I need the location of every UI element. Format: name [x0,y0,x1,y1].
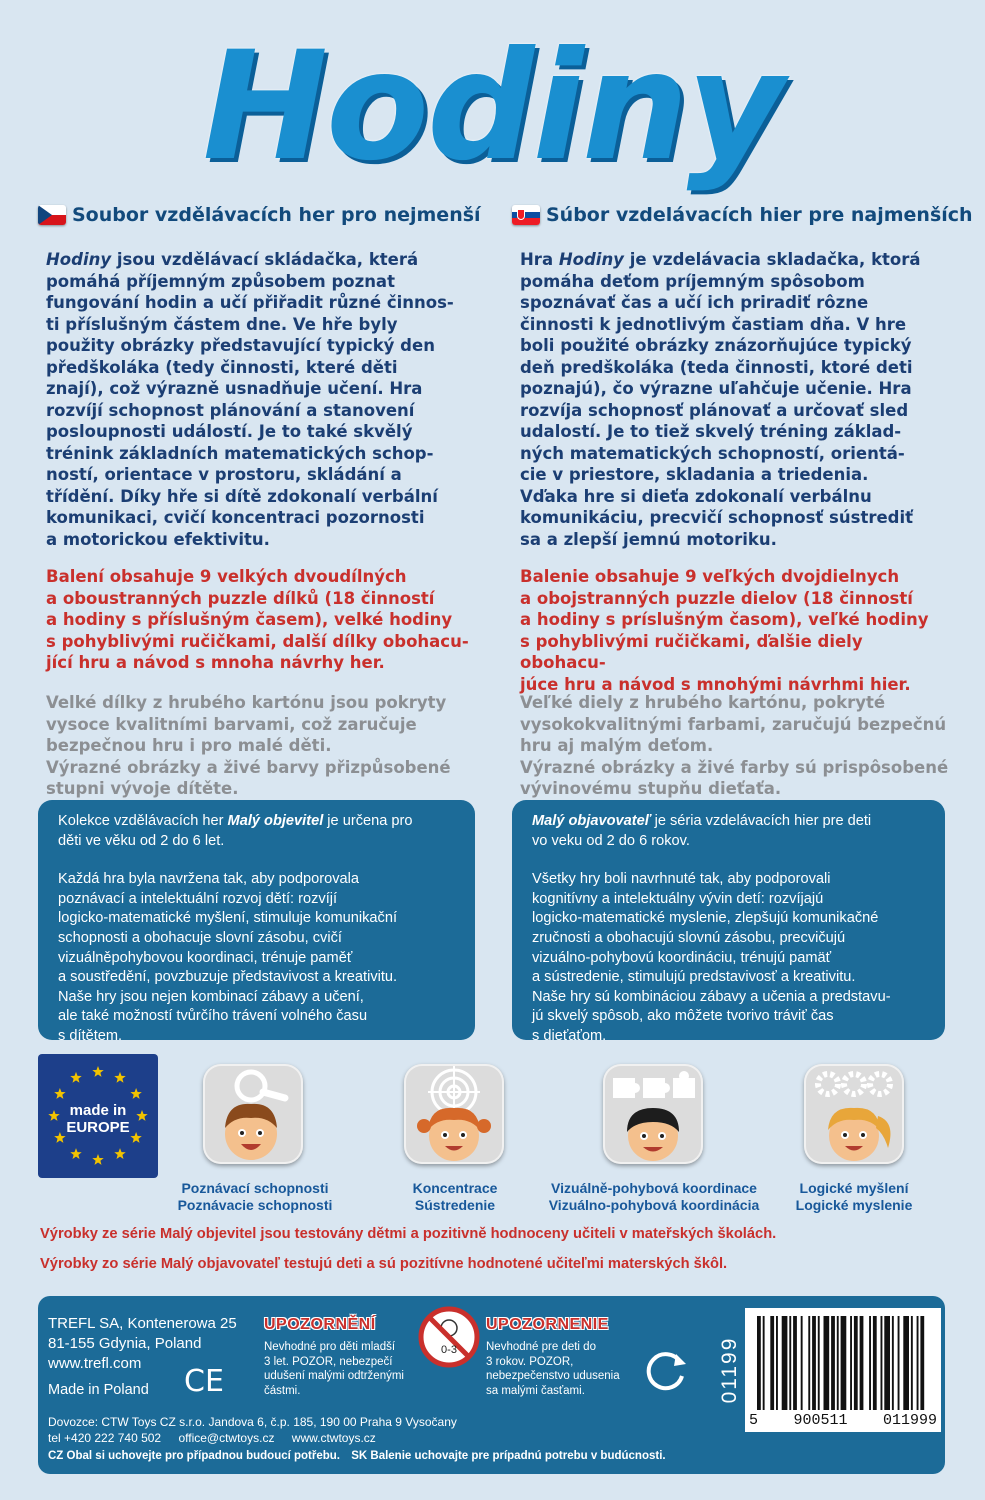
cz-warning-heading: UPOZORNĚNÍ [264,1316,376,1333]
skill-label-coordination: Vizuálně-pohybová koordinace Vizuálno-pohybová koordinácia [548,1180,760,1213]
text-line: trénink základních matematických schop- [46,443,434,463]
barcode [745,1308,941,1432]
barcode-bar [782,1316,788,1410]
cz-heading [38,204,481,226]
text-line: vysokokvalitnými farbami, zaručujú bezpečnú [520,714,947,734]
text-line: jú skvelý spôsob, ako môžete tvorivo tráviť čas [532,1008,834,1025]
text-line: jící hru a návod s mnoha návrhy her. [46,653,385,672]
text-line: ných matematických schopností, orientá- [520,443,905,463]
text-line: vizuálněpohybovou koordinaci, trénuje paměť [58,949,353,966]
barcode-bar [860,1316,864,1410]
text-line: Balenie obsahuje 9 veľkých dvojdielnych [520,567,900,586]
barcode-bars-icon [745,1308,941,1412]
slovak-flag-icon [512,205,540,225]
product-title: Hodiny [202,20,783,194]
sk-series-name: Malý objavovateľ [532,813,651,829]
cz-tested-note: Výrobky ze série Malý objevitel jsou testovány dětmi a pozitivně hodnoceny učiteli v mateřských školách. [40,1226,777,1242]
badge-line-1: made in [69,1102,127,1119]
text-line: předškoláka (tedy činnosti, které děti [46,357,398,377]
age-warning-icon [418,1306,480,1368]
cz-box-intro: Kolekce vzdělávacích her Malý objevitel je určena pro děti ve věku od 2 do 6 let. [58,813,413,849]
barcode-bar [824,1316,830,1410]
text-line: cie v priestore, skladania a triedenia. [520,465,869,484]
made-in-europe-badge [38,1054,158,1178]
text-line: poznávací a intelektuální rozvoj dětí: rozvíjí [58,890,338,907]
barcode-bar [850,1316,852,1410]
sk-intro-paragraph [520,249,952,550]
text-line: třídění. Díky hře si dítě zdokonalí verbální [46,486,438,506]
barcode-bar [831,1316,835,1410]
barcode-bar [892,1316,894,1410]
cz-material-paragraph [46,692,478,800]
text-line: deň predškoláka (teda činnosti, ktoré deti [520,357,913,377]
text-line: rozvíja schopnosť plánovať a určovať sled [520,400,909,420]
text-line: hru aj malým deťom. [520,736,714,755]
text-line: s dítětem. [58,1027,123,1044]
text-line: Hra Hodiny je vzdelávacia skladačka, ktorá [520,250,921,269]
cz-collection-box [38,800,475,1044]
text-line: Naše hry sú kombináciou zábavy a učenia a predstavu- [532,988,891,1005]
barcode-bar [903,1316,909,1410]
skill-tile-coordination [603,1064,703,1164]
barcode-bar [818,1316,820,1410]
text-line: sa a zlepší jemnú motoriku. [520,529,777,549]
eu-star [92,1154,103,1165]
barcode-bar [837,1316,839,1410]
storage-note-cz: Obal si uchovejte pro případnou budoucí potřebu. [66,1450,340,1462]
text-line: a obojstranných puzzle dielov (18 činností [520,588,913,608]
text-line: rozvíjí schopnost plánování a stanovení [46,400,415,420]
text-line: schopnosti a obohacuje slovní zásobu, cvičí [58,929,342,946]
text-line: stupni vývoje dítěte. [46,779,239,798]
text-line: znají), což výrazně usnadňuje učení. Hra [46,379,423,398]
cz-warning-text: Nevhodné pro děti mladší 3 let. POZOR, nebezpečí udušení malými odtrženými částmi. [264,1341,404,1397]
skill-label-concentration: Koncentrace Sústredenie [412,1180,498,1213]
sk-box-description [532,870,925,1046]
sk-heading-text: Súbor vzdelávacích hier pre najmenších [546,204,973,226]
text-line: s dieťaťom. [532,1027,607,1044]
storage-note-sk: Balenie uchovajte pre prípadnú potrebu v budúcnosti. [370,1450,666,1462]
text-line: komunikáciu, precvičí schopnosť sústrediť [520,508,914,527]
made-in-poland: Made in Poland [48,1382,149,1398]
cz-intro-paragraph [46,249,478,550]
barcode-bar [881,1316,883,1410]
text-line: zručnosti a obohacujú slovnú zásobu, precvičujú [532,929,846,946]
text-line: a sústredenie, stimulujú predstavivosť a kreativitu. [532,969,856,986]
text-line: s pohyblivými ručičkami, ďalšie diely obohacu- [520,631,863,672]
badge-line-2: EUROPE [66,1119,130,1136]
ce-mark-icon: CE [184,1364,224,1399]
text-line: Výrazné obrázky a živé barvy přizpůsobené [46,757,451,777]
text-line: vysoce kvalitními barvami, což zaručuje [46,714,417,734]
text-line: logicko-matematické myslenie, zlepšujú komunikačné [532,910,879,927]
barcode-digit-prefix: 5 [749,1412,759,1429]
text-line: Naše hry jsou nejen kombinací zábavy a učení, [58,988,364,1005]
barcode-bar [808,1316,810,1410]
skill-label-cognitive: Poznávací schopnosti Poznávacie schopnosti [177,1180,333,1213]
text-line: spoznávať čas a učí ich priradiť rôzne [520,293,869,312]
barcode-bar [793,1316,797,1410]
cz-heading-text: Soubor vzdělávacích her pro nejmenší [72,204,481,226]
text-line: Balení obsahuje 9 velkých dvoudílných [46,567,407,586]
text-line: s pohyblivými ručičkami, další dílky obohacu- [46,631,469,651]
text-line: fungování hodin a učí přiřadit různé činnos- [46,293,454,312]
text-line: poznajú), čo výrazne uľahčuje učenie. Hra [520,379,912,398]
text-line: posloupnosti událostí. Je to také skvělý [46,422,413,441]
barcode-digits-right: 011999 [882,1412,937,1429]
importer-web: www.ctwtoys.cz [291,1431,376,1445]
barcode-bar [757,1316,761,1410]
barcode-bar [812,1316,816,1410]
target-icon [404,1064,504,1164]
text-line: Všetky hry boli navrhnuté tak, aby podporovali [532,871,831,888]
sk-warning-text: Nevhodné pre deti do 3 rokov. POZOR, nebezpečenstvo udusenia sa malými časťami. [486,1341,620,1397]
skill-tile-logic [804,1064,904,1164]
importer-info: Dovozce: CTW Toys CZ s.r.o. Jandova 6, č.p. 185, 190 00 Praha 9 Vysočany tel +420 222 740 502 office@ctwtoys.cz www.ctwtoys.cz [48,1415,457,1445]
eu-star [54,1088,65,1099]
barcode-bar [884,1316,890,1410]
storage-note-sk-tag: SK [351,1450,368,1462]
text-line: ale také možností tvůrčího trávení volného času [58,1008,368,1025]
text-line: Výrazné obrázky a živé farby sú prispôsobené [520,757,949,777]
age-label: 0-3 [441,1344,457,1356]
barcode-bar [801,1316,803,1410]
text-line: a motorickou efektivitu. [46,529,270,549]
text-line: pomáhá příjemným způsobem poznat [46,271,395,291]
skill-tile-cognitive [203,1064,303,1164]
sk-box-intro: Malý objavovateľ je séria vzdelávacích hier pre deti vo veku od 2 do 6 rokov. [532,813,872,849]
text-line: Veľké diely z hrubého kartónu, pokryté [520,693,886,712]
sk-warning-heading: UPOZORNENIE [486,1316,609,1333]
product-name-italic: Hodiny [46,250,112,269]
text-line: a oboustranných puzzle dílků (18 činností [46,588,435,608]
cz-box-description [58,870,455,1046]
czech-flag-icon [38,205,66,225]
barcode-bar [898,1316,900,1410]
skill-label-logic: Logické myšlení Logické myslenie [795,1180,913,1213]
eu-star [130,1088,141,1099]
text-line: komunikaci, cvičí koncentraci pozornosti [46,508,425,527]
text-line: vizuálno-pohybovú koordináciu, trénujú pamäť [532,949,832,966]
text-line: činnosti k jednotlivým častiam dňa. V hre [520,314,907,334]
importer-email: office@ctwtoys.cz [178,1431,275,1445]
barcode-bar [869,1316,871,1410]
text-line: pomáha deťom príjemným spôsobom [520,271,865,291]
barcode-bar [917,1316,919,1410]
text-line: a hodiny s príslušným časom), veľké hodiny [520,610,929,629]
eu-star [92,1066,103,1077]
barcode-bar [854,1316,858,1410]
product-name-italic: Hodiny [558,250,624,269]
barcode-bar [770,1316,774,1410]
eu-star [114,1148,125,1159]
importer-phone: tel +420 222 740 502 [48,1431,162,1445]
text-line: boli použité obrázky znázorňujúce typický [520,336,912,355]
text-line: júce hru a návod s mnohými návrhmi hier. [520,674,911,694]
text-line: a hodiny s příslušným časem), velké hodiny [46,610,453,629]
cz-contents-paragraph [46,566,478,674]
barcode-bar [763,1316,765,1410]
text-line: ti příslušným částem dne. Ve hře byly [46,314,398,334]
storage-note [48,1450,666,1462]
recycle-loop-icon [642,1346,688,1392]
barcode-bar [873,1316,877,1410]
puzzle-icon [603,1064,703,1164]
eu-star [114,1072,125,1083]
sk-collection-box [512,800,945,1044]
text-line: bezpečnou hru i pro malé děti. [46,736,332,755]
barcode-digits-left: 900511 [793,1412,848,1429]
text-line: Každá hra byla navržena tak, aby podporovala [58,871,359,888]
skill-tile-concentration [404,1064,504,1164]
gears-icon [804,1064,904,1164]
text-line: ností, orientace v prostoru, skládání a [46,465,402,484]
text-line: Velké dílky z hrubého kartónu jsou pokryty [46,693,447,712]
product-number: 01199 [718,1336,741,1404]
text-line: udalostí. Je to tiež skvelý tréning základ- [520,422,902,441]
magnifier-icon [203,1064,303,1164]
text-line: a soustředění, povzbuzuje představivost a kreativitu. [58,969,398,986]
text-line: použity obrázky představující typický den [46,336,435,355]
eu-star [70,1148,81,1159]
text-line: Hodiny jsou vzdělávací skládačka, která [46,250,419,269]
sk-material-paragraph [520,692,952,800]
text-line: logicko-matematické myšlení, stimuluje komunikační [58,910,398,927]
sk-tested-note: Výrobky zo série Malý objavovateľ testujú deti a sú pozitívne hodnotené učiteľmi materských škôl. [40,1256,728,1272]
barcode-bar [789,1316,791,1410]
sk-contents-paragraph [520,566,952,695]
eu-star [70,1072,81,1083]
company-address: TREFL SA, Kontenerowa 25 81-155 Gdynia, Poland www.trefl.com [48,1315,237,1372]
storage-note-cz-tag: CZ [48,1450,64,1462]
sk-heading [512,204,973,226]
text-line: Vďaka hre si dieťa zdokonalí verbálnu [520,486,872,506]
text-line: kognitívny a intelektuálny vývin detí: rozvíjajú [532,890,824,907]
footer-panel [38,1296,945,1474]
barcode-bar [776,1316,778,1410]
barcode-bar [911,1316,913,1410]
text-line: vývinovému stupňu dieťaťa. [520,779,782,798]
cz-series-name: Malý objevitel [227,813,324,829]
barcode-bar [920,1316,924,1410]
barcode-bar [841,1316,847,1410]
